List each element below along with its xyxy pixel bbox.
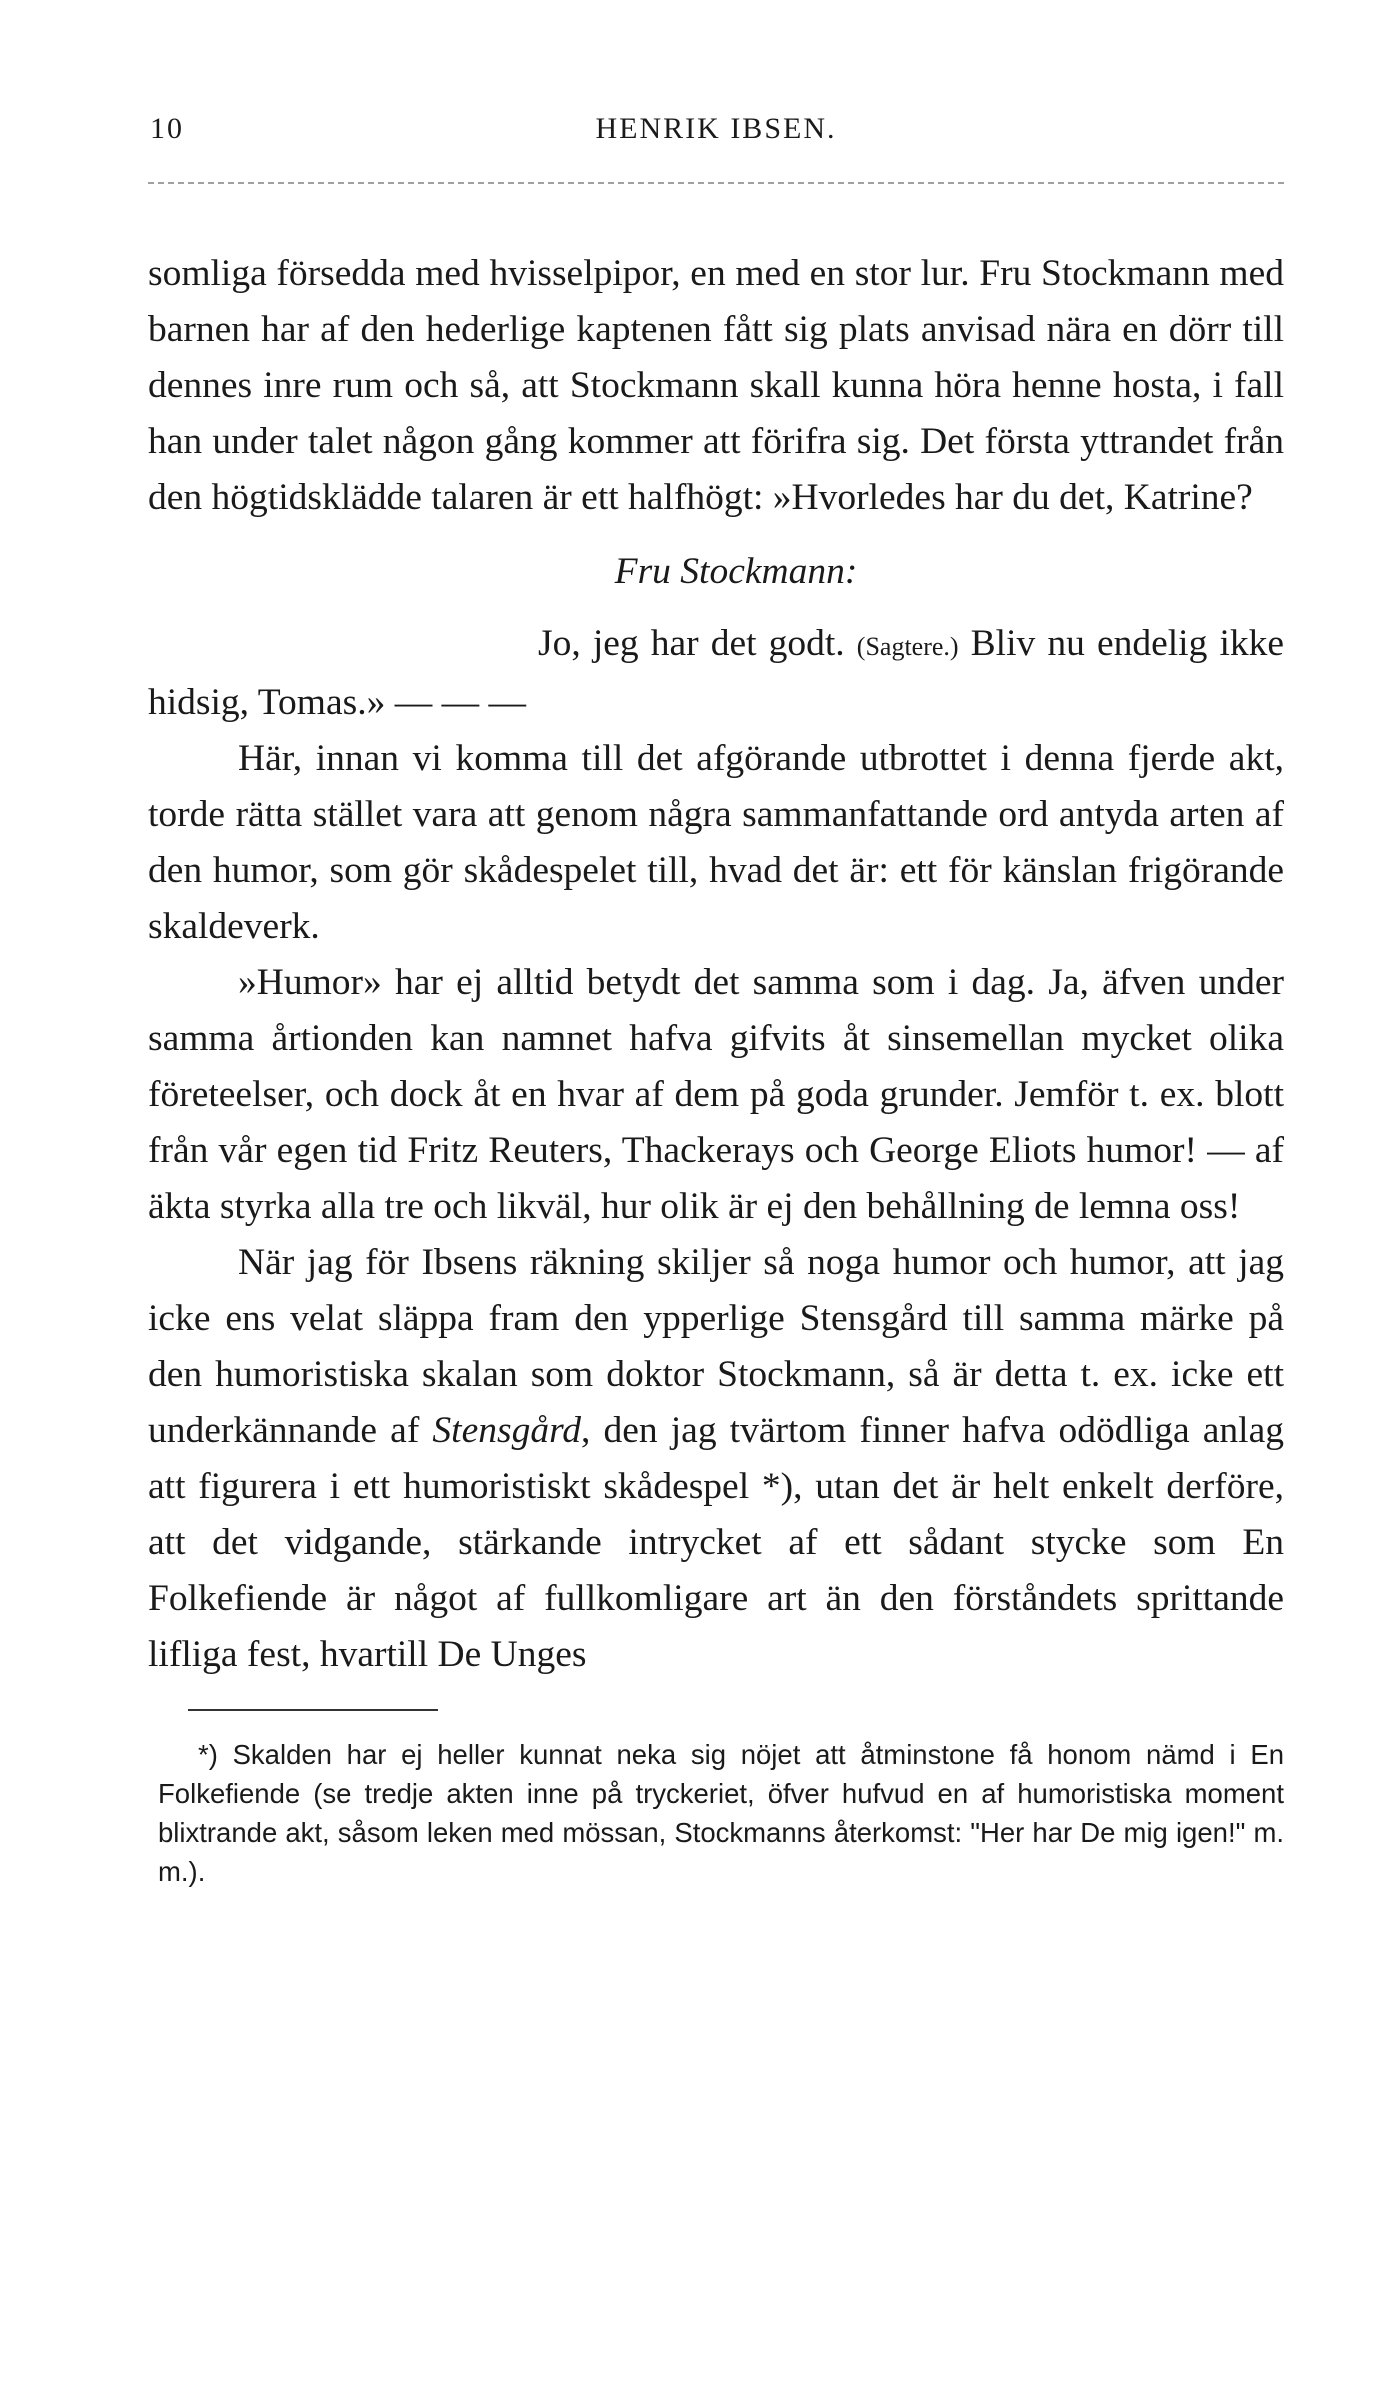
speech-part-a: Jo, jeg har det godt. [538, 623, 845, 664]
book-page [148, 100, 1284, 1891]
stage-direction: (Sagtere.) [856, 632, 959, 661]
body-text [148, 246, 1284, 1683]
paragraph-4-start: När jag för Ibsens räkning skiljer så noga humor och humor, att jag icke ens velat släppa fram den ypperlige Stensgård till samma märke på den humoristiska skalan som doktor Stockmann, så är detta t. ex. icke ett underkännande af [148, 1242, 1284, 1451]
paragraph-3: »Humor» har ej alltid betydt det samma som i dag. Ja, äfven under samma årtionden kan namnet hafva gifvits åt sinsemellan mycket olika företeelser, och dock åt en hvar af dem på goda grunder. Jemför t. ex. blott från vår egen tid Fritz Reuters, Thackerays och George Eliots humor! — af äkta styrka alla tre och likväl, hur olik är ej den behållning de lemna oss! [148, 962, 1284, 1227]
speech-line [148, 616, 1284, 731]
italic-title-stensgard: Stensgård [432, 1410, 582, 1451]
page-number: 10 [150, 112, 184, 145]
paragraph-1: somliga försedda med hvisselpipor, en med en stor lur. Fru Stockmann med barnen har af den hederlige kaptenen fått sig plats anvisad nära en dörr till dennes inre rum och så, att Stockmann skall kunna höra henne hosta, i fall han under talet någon gång kommer att förifra sig. Det första yttrandet från den högtidsklädde talaren är ett halfhögt: »Hvorledes har du det, Katrine? [148, 253, 1284, 518]
paragraph-4 [148, 1235, 1284, 1683]
header-divider [148, 182, 1284, 184]
footnote-divider [188, 1709, 438, 1711]
speech-part-b: Bliv nu endelig ikke hidsig, Tomas.» — — — [148, 623, 1285, 723]
paragraph-2: Här, innan vi komma till det afgörande utbrottet i denna fjerde akt, torde rätta stället vara att genom några sammanfattande ord antyda arten af den humor, som gör skådespelet till, hvad det är: ett för känslan frigörande skaldeverk. [148, 738, 1284, 947]
running-title: HENRIK IBSEN. [595, 112, 837, 145]
running-head [148, 100, 1284, 160]
paragraph-4-end: , den jag tvärtom finner hafva odödliga anlag att figurera i ett humoristiskt skådespel *), utan det är helt enkelt derföre, att det vidgande, stärkande intrycket af ett sådant stycke som En Folkefiende är något af fullkomligare art än den förståndets sprittande lifliga fest, hvartill De Unges [148, 1410, 1284, 1675]
speaker-label: Fru Stockmann: [614, 551, 858, 592]
footnote: *) Skalden har ej heller kunnat neka sig nöjet att åtminstone få honom nämd i En Folkefiende (se tredje akten inne på tryckeriet, öfver hufvud en af humoristiska moment blixtrande akt, såsom leken med mössan, Stockmanns återkomst: "Her har De mig igen!" m. m.). [158, 1739, 1284, 1887]
